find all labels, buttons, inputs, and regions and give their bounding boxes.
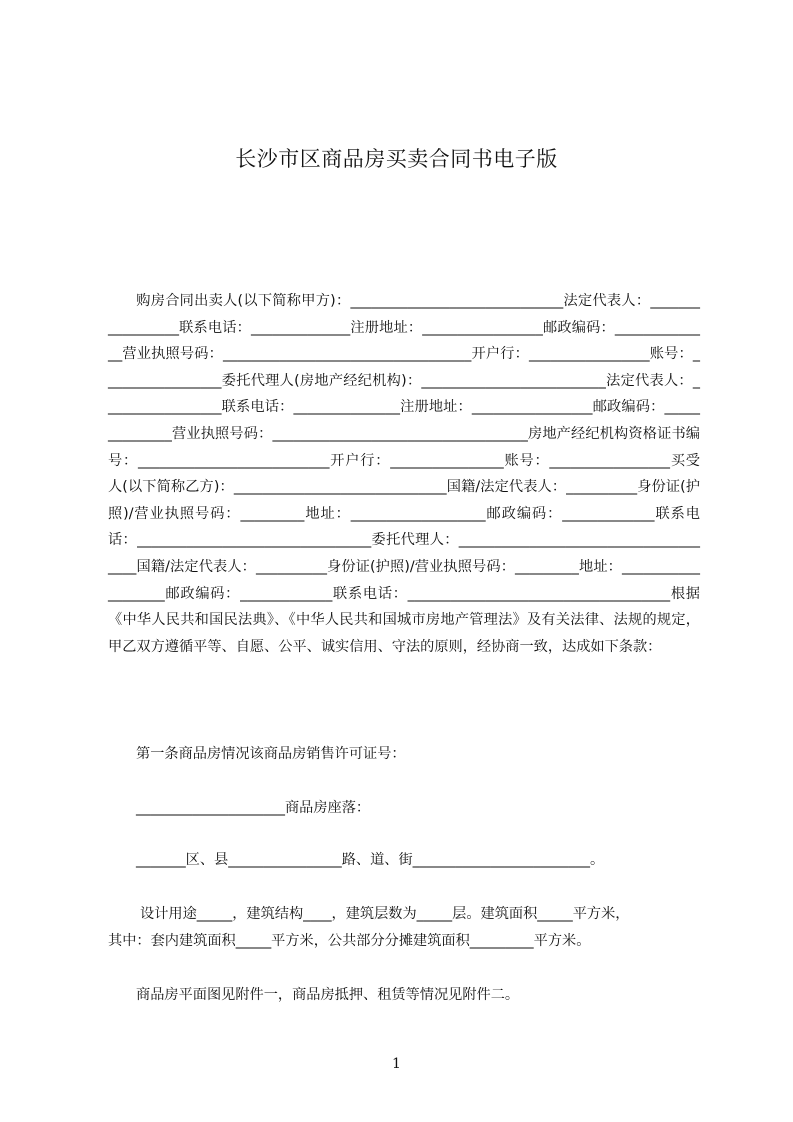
attachment-reference-line: 商品房平面图见附件一，商品房抵押、租赁等情况见附件二。 <box>136 987 520 1003</box>
page-number: 1 <box>392 1056 401 1072</box>
document-title: 长沙市区商品房买卖合同书电子版 <box>235 147 558 171</box>
contract-parties-text: 购房合同出卖人(以下简称甲方)：______________________________法定代表人：_________________联系电话：______________注册地址：_________________邮政编码：______________营业执照号码：___________________________________开户行：_________________账号：_________________委托代理人(房地产经纪机构)：__________________________法定代表人：_________________联系电话：_______________注册地址：_________________邮政编码：______________营业执照号码：____________________________________房地产经纪机构资格证书编号：___________________________开户行：________________账号：_________________买受人(以下简称乙方)：______________________________国籍/法定代表人：__________身份证(护照)/营业执照号码：_________地址：___________________邮政编码：_____________联系电话：_________________________________委托代理人：______________________________________国籍/法定代表人：__________身份证(护照)/营业执照号码：_________地址：___________________邮政编码：_____________联系电话：_____________________________________根据《中华人民共和国民法典》、《中华人民共和国城市房地产管理法》及有关法律、法规的规定，甲乙双方遵循平等、自愿、公平、诚实信用、守法的原则，经协商一致，达成如下条款： <box>108 293 700 655</box>
design-usage-line: 设计用途_____，建筑结构____，建筑层数为_____层。建筑面积_____平方米， <box>140 906 630 922</box>
article-one-heading: 第一条商品房情况该商品房销售许可证号： <box>136 746 406 762</box>
property-address-line: _______区、县________________路、道、街_________________________。 <box>136 852 605 868</box>
property-location-line: _____________________商品房座落： <box>136 800 371 816</box>
area-breakdown-line: 其中：套内建筑面积_____平方米，公共部分分摊建筑面积_________平方米。 <box>108 933 591 949</box>
contract-preamble <box>108 288 700 660</box>
